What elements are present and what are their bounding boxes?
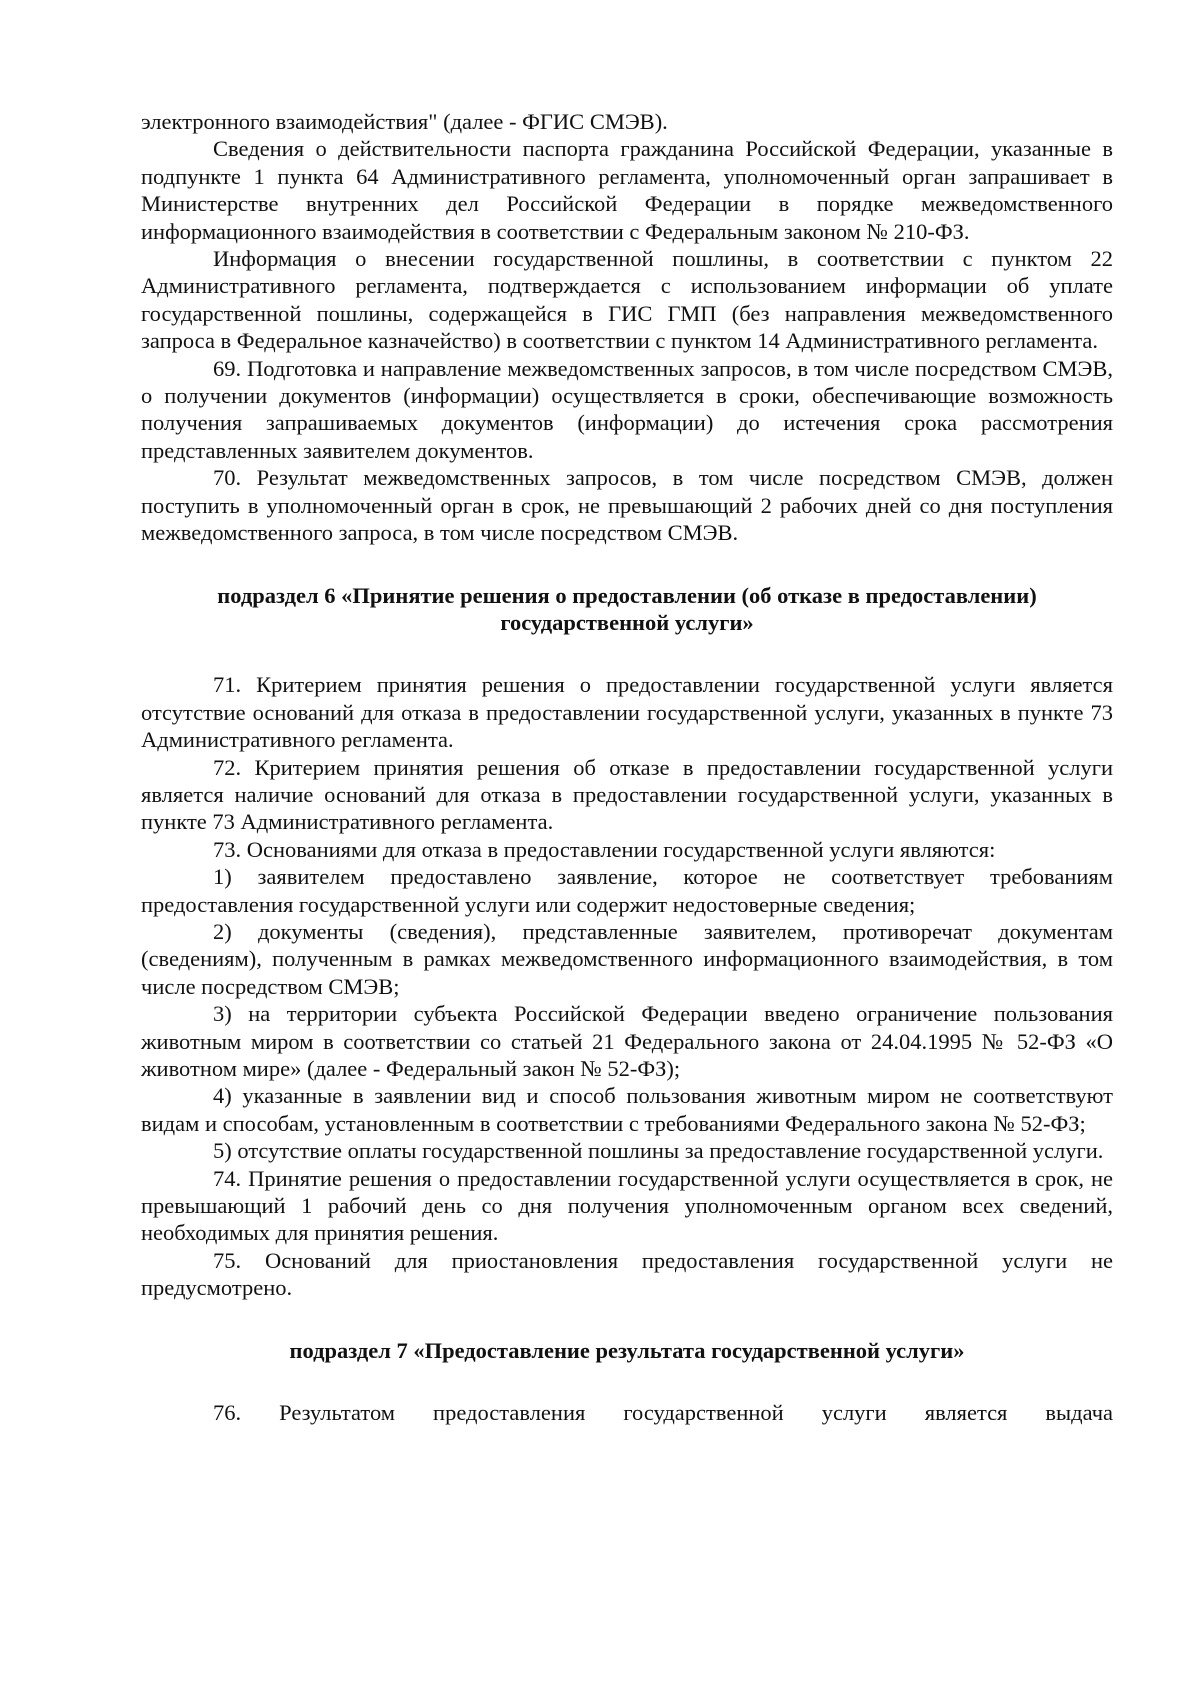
paragraph-73-item-5: 5) отсутствие оплаты государственной пошлины за предоставление государственной услуги. xyxy=(213,1138,1104,1164)
section-7-heading: подраздел 7 «Предоставление результата государственной услуги» xyxy=(289,1337,965,1363)
paragraph-75: 75. Оснований для приостановления предоставления государственной услуги не предусмотрено. xyxy=(141,1247,1113,1301)
paragraph-73-item-1: 1) заявителем предоставлено заявление, которое не соответствует требованиям предоставления государственной услуги или содержит недостоверные сведения; xyxy=(141,864,1113,917)
section-6-heading-line-2: государственной услуги» xyxy=(500,609,754,635)
paragraph-73-item-4: 4) указанные в заявлении вид и способ пользования животным миром не соответствуют видам и способам, установленным в соответствии с требованиями Федерального закона № 52-ФЗ; xyxy=(141,1083,1113,1136)
paragraph-state-fee-info: Информация о внесении государственной пошлины, в соответствии с пунктом 22 Административного регламента, подтверждается с использованием информации об уплате государственной пошлины, содержащейся в ГИС ГМП (без направления межведомственного запроса в Федеральное казначейство) в соответствии с пунктом 14 Административного регламента. xyxy=(141,246,1113,354)
paragraph-passport-info: Сведения о действительности паспорта гражданина Российской Федерации, указанные в подпункте 1 пункта 64 Административного регламента, уполномоченный орган запрашивает в Министерстве внутренних дел Российской Федерации в порядке межведомственного информационного взаимодействия в соответствии с Федеральным законом № 210-ФЗ. xyxy=(141,136,1113,244)
paragraph-74: 74. Принятие решения о предоставлении государственной услуги осуществляется в срок, не превышающий 1 рабочий день со дня получения уполномоченным органом всех сведений, необходимых для принятия решения. xyxy=(141,1165,1113,1246)
section-6-body xyxy=(141,671,1113,1301)
paragraph-73-item-2: 2) документы (сведения), представленные заявителем, противоречат документам (сведениям), полученным в рамках межведомственного информационного взаимодействия, в том числе посредством СМЭВ; xyxy=(141,918,1113,999)
paragraph-69: 69. Подготовка и направление межведомственных запросов, в том числе посредством СМЭВ, о получении документов (информации) осуществляется в сроки, обеспечивающие возможность получения запрашиваемых документов (информации) до истечения срока рассмотрения представленных заявителем документов. xyxy=(141,355,1113,463)
paragraph-71: 71. Критерием принятия решения о предоставлении государственной услуги является отсутствие оснований для отказа в предоставлении государственной услуги, указанных в пункте 73 Административного регламента. xyxy=(141,672,1113,753)
section-6-heading-line-1: подраздел 6 «Принятие решения о предоставлении (об отказе в предоставлении) xyxy=(217,582,1037,608)
paragraph-72: 72. Критерием принятия решения об отказе в предоставлении государственной услуги является наличие оснований для отказа в предоставлении государственной услуги, указанных в пункте 73 Административного регламента. xyxy=(141,754,1113,835)
paragraph-continuation: электронного взаимодействия" (далее - ФГИС СМЭВ). xyxy=(141,109,668,134)
paragraph-73: 73. Основаниями для отказа в предоставлении государственной услуги являются: xyxy=(213,836,996,862)
paragraph-70: 70. Результат межведомственных запросов, в том числе посредством СМЭВ, должен поступить в уполномоченный орган в срок, не превышающий 2 рабочих дней со дня поступления межведомственного запроса, в том числе посредством СМЭВ. xyxy=(141,465,1113,546)
document-page xyxy=(141,108,1113,1426)
paragraph-76: 76. Результатом предоставления государственной услуги является выдача xyxy=(213,1400,1113,1426)
paragraph-73-item-3: 3) на территории субъекта Российской Федерации введено ограничение пользования животным миром в соответствии со статьей 21 Федерального закона от 24.04.1995 № 52-ФЗ «О животном мире» (далее - Федеральный закон № 52-ФЗ); xyxy=(141,1001,1113,1081)
section-6-heading xyxy=(141,582,1113,637)
